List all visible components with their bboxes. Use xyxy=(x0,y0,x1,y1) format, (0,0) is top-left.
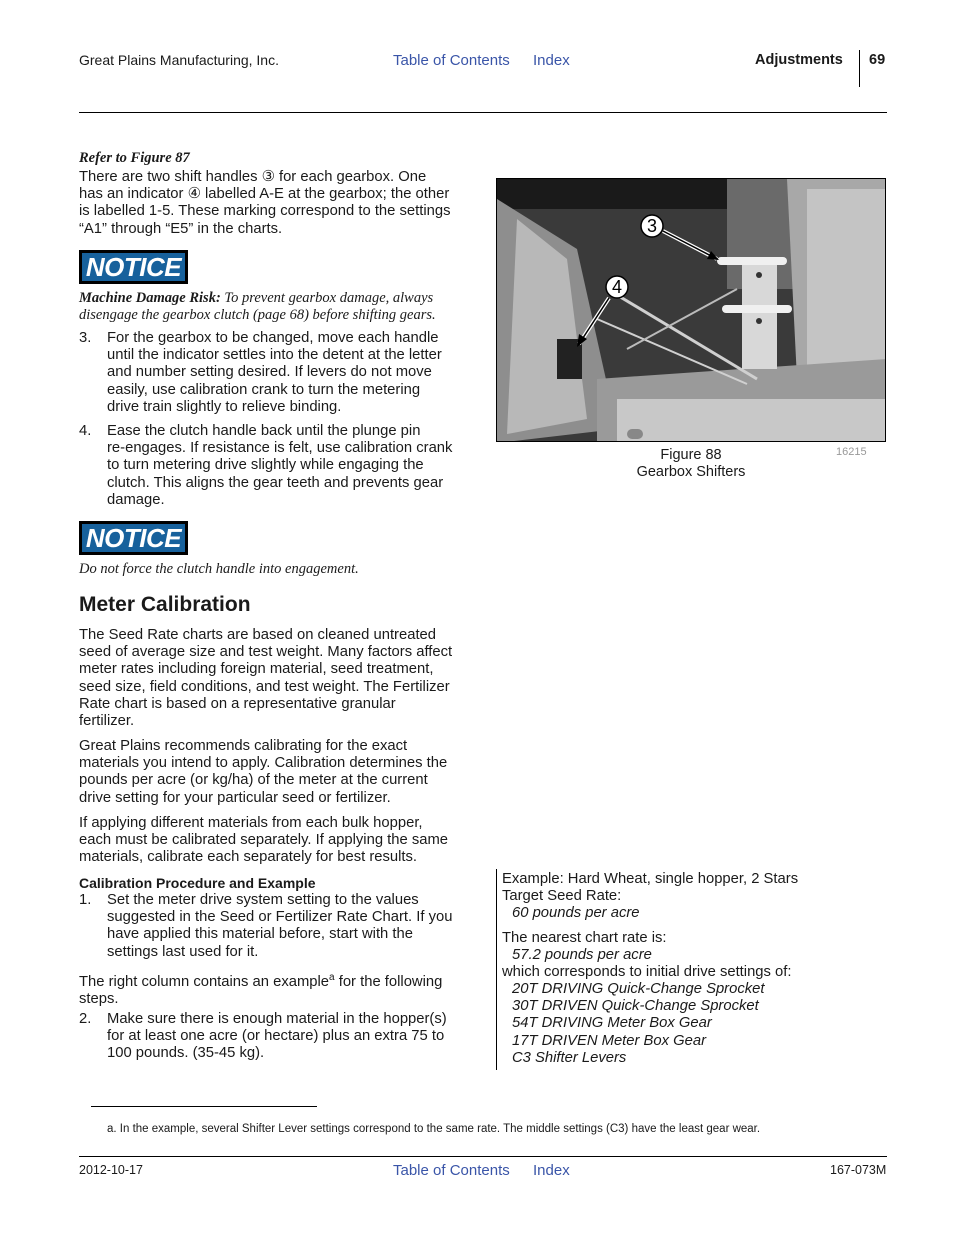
para-line: seed of average size and test weight. Many factors affect xyxy=(79,644,453,661)
notice-label: NOTICE xyxy=(82,524,185,552)
para-line: pounds per acre (or kg/ha) of the meter at the current xyxy=(79,772,428,789)
example-rule xyxy=(496,869,497,1070)
notice1-line: disengage the gearbox clutch (page 68) before shifting gears. xyxy=(79,307,436,323)
step-line: Ease the clutch handle back until the plunge pin xyxy=(107,423,421,439)
footnote-text: a. In the example, several Shifter Lever settings correspond to the same rate. The middle settings (C3) have the least gear wear. xyxy=(107,1123,761,1135)
intro-line: “A1” through “E5” in the charts. xyxy=(79,220,283,237)
step-line: and number setting desired. If levers do not move xyxy=(107,364,432,381)
header-index-link[interactable]: Index xyxy=(533,52,570,69)
example-line: which corresponds to initial drive settings of: xyxy=(502,964,792,980)
callout-3: 3 xyxy=(646,216,658,236)
section-heading: Meter Calibration xyxy=(79,593,251,616)
company-name: Great Plains Manufacturing, Inc. xyxy=(79,52,279,68)
gearbox-photo xyxy=(496,178,886,442)
step-line: Set the meter drive system setting to the values xyxy=(107,892,419,908)
intro-line: has an indicator ④ labelled A-E at the gearbox; the other xyxy=(79,186,450,203)
para-line: materials you intend to apply. Calibration determines the xyxy=(79,755,448,772)
para-line: If applying different materials from each bulk hopper, xyxy=(79,815,423,831)
step-1 xyxy=(79,892,469,961)
step-number: 2. xyxy=(79,1011,92,1027)
step-line: have applied this material before, start with the xyxy=(107,926,413,943)
step-number: 4. xyxy=(79,423,92,439)
step-line: Make sure there is enough material in the hopper(s) xyxy=(107,1011,447,1027)
para-line: meter rates including foreign material, seed treatment, xyxy=(79,661,434,678)
step-line: until the indicator settles into the detent at the letter xyxy=(107,347,442,364)
step-line: settings last used for it. xyxy=(107,943,259,960)
step-line: to turn metering drive slightly while engaging the xyxy=(107,457,424,474)
section-title: Adjustments xyxy=(755,52,843,68)
footer-toc-link[interactable]: Table of Contents xyxy=(393,1162,510,1179)
step-line: easily, use calibration crank to turn the metering xyxy=(107,381,421,398)
figure-number: Figure 88 xyxy=(660,447,722,463)
para-line: The Seed Rate charts are based on cleaned untreated xyxy=(79,627,437,643)
footer-rule xyxy=(79,1156,887,1157)
step-line: clutch. This aligns the gear teeth and prevents gear xyxy=(107,474,444,491)
notice1-lead: Machine Damage Risk: xyxy=(79,290,221,306)
example-line: 20T DRIVING Quick-Change Sprocket xyxy=(512,981,765,997)
step-line: 100 pounds. (35-45 kg). xyxy=(107,1045,265,1062)
meter-paragraph-1 xyxy=(79,627,479,730)
figure-title: Gearbox Shifters xyxy=(636,464,746,480)
example-line: The nearest chart rate is: xyxy=(502,930,667,946)
footnote-rule xyxy=(91,1106,317,1107)
example-line: 60 pounds per acre xyxy=(512,905,640,921)
step-line: for at least one acre (or hectare) plus an extra 75 to xyxy=(107,1028,445,1045)
example-line: Target Seed Rate: xyxy=(502,888,622,904)
example-line: 17T DRIVEN Meter Box Gear xyxy=(512,1033,707,1049)
intro-line: is labelled 1-5. These marking correspond to the settings xyxy=(79,203,451,220)
step-3 xyxy=(79,330,469,416)
right-column-note xyxy=(79,969,479,1008)
notice1-text xyxy=(79,290,479,324)
example-line: Example: Hard Wheat, single hopper, 2 Stars xyxy=(502,871,799,887)
step-line: damage. xyxy=(107,491,165,508)
note-text: steps. xyxy=(79,991,119,1008)
callout-4: 4 xyxy=(611,277,623,297)
para-line: fertilizer. xyxy=(79,713,135,730)
header-divider xyxy=(859,50,860,87)
meter-paragraph-3 xyxy=(79,815,479,867)
para-line: Great Plains recommends calibrating for the exact xyxy=(79,738,408,754)
step-line: suggested in the Seed or Fertilizer Rate Chart. If you xyxy=(107,909,453,926)
page-number: 69 xyxy=(869,52,886,68)
example-line: 30T DRIVEN Quick-Change Sprocket xyxy=(512,998,759,1014)
notice-badge xyxy=(79,250,188,284)
note-text: The right column contains an example xyxy=(79,973,330,990)
para-line: Rate chart is based on a representative granular xyxy=(79,695,396,712)
step-4 xyxy=(79,423,469,509)
gearbox-photo-svg xyxy=(497,179,886,442)
example-line: 54T DRIVING Meter Box Gear xyxy=(512,1015,712,1031)
header-toc-link[interactable]: Table of Contents xyxy=(393,52,510,69)
header-rule xyxy=(79,112,887,113)
step-2 xyxy=(79,1011,469,1063)
step-line: drive train slightly to relieve binding. xyxy=(107,398,342,415)
intro-paragraph xyxy=(79,169,479,238)
figure-caption xyxy=(496,447,886,481)
meter-paragraph-2 xyxy=(79,738,479,807)
example-line: 57.2 pounds per acre xyxy=(512,947,652,963)
notice-badge xyxy=(79,521,188,555)
figure-id: 16215 xyxy=(836,446,867,458)
example-line: C3 Shifter Levers xyxy=(512,1050,627,1066)
footer-doc-id: 167-073M xyxy=(830,1163,887,1177)
footer-date: 2012-10-17 xyxy=(79,1163,143,1177)
step-number: 3. xyxy=(79,330,92,346)
notice1-line: To prevent gearbox damage, always xyxy=(220,290,434,306)
notice-label: NOTICE xyxy=(82,253,185,281)
step-number: 1. xyxy=(79,892,92,908)
step-line: For the gearbox to be changed, move each handle xyxy=(107,330,439,346)
para-line: materials, calibrate each separately for best results. xyxy=(79,849,418,866)
para-line: each must be calibrated separately. If applying the same xyxy=(79,832,449,849)
para-line: seed size, field conditions, and test weight. The Fertilizer xyxy=(79,678,450,695)
footnote-ref[interactable]: a xyxy=(329,972,335,983)
notice2-text: Do not force the clutch handle into engagement. xyxy=(79,561,359,577)
intro-line: There are two shift handles ③ for each gearbox. One xyxy=(79,169,427,185)
refer-figure: Refer to Figure 87 xyxy=(79,150,190,166)
step-line: re-engages. If resistance is felt, use calibration crank xyxy=(107,440,453,457)
note-text: for the following xyxy=(334,973,443,990)
subheading: Calibration Procedure and Example xyxy=(79,875,316,891)
footer-index-link[interactable]: Index xyxy=(533,1162,570,1179)
para-line: drive setting for your particular seed or fertilizer. xyxy=(79,789,391,806)
